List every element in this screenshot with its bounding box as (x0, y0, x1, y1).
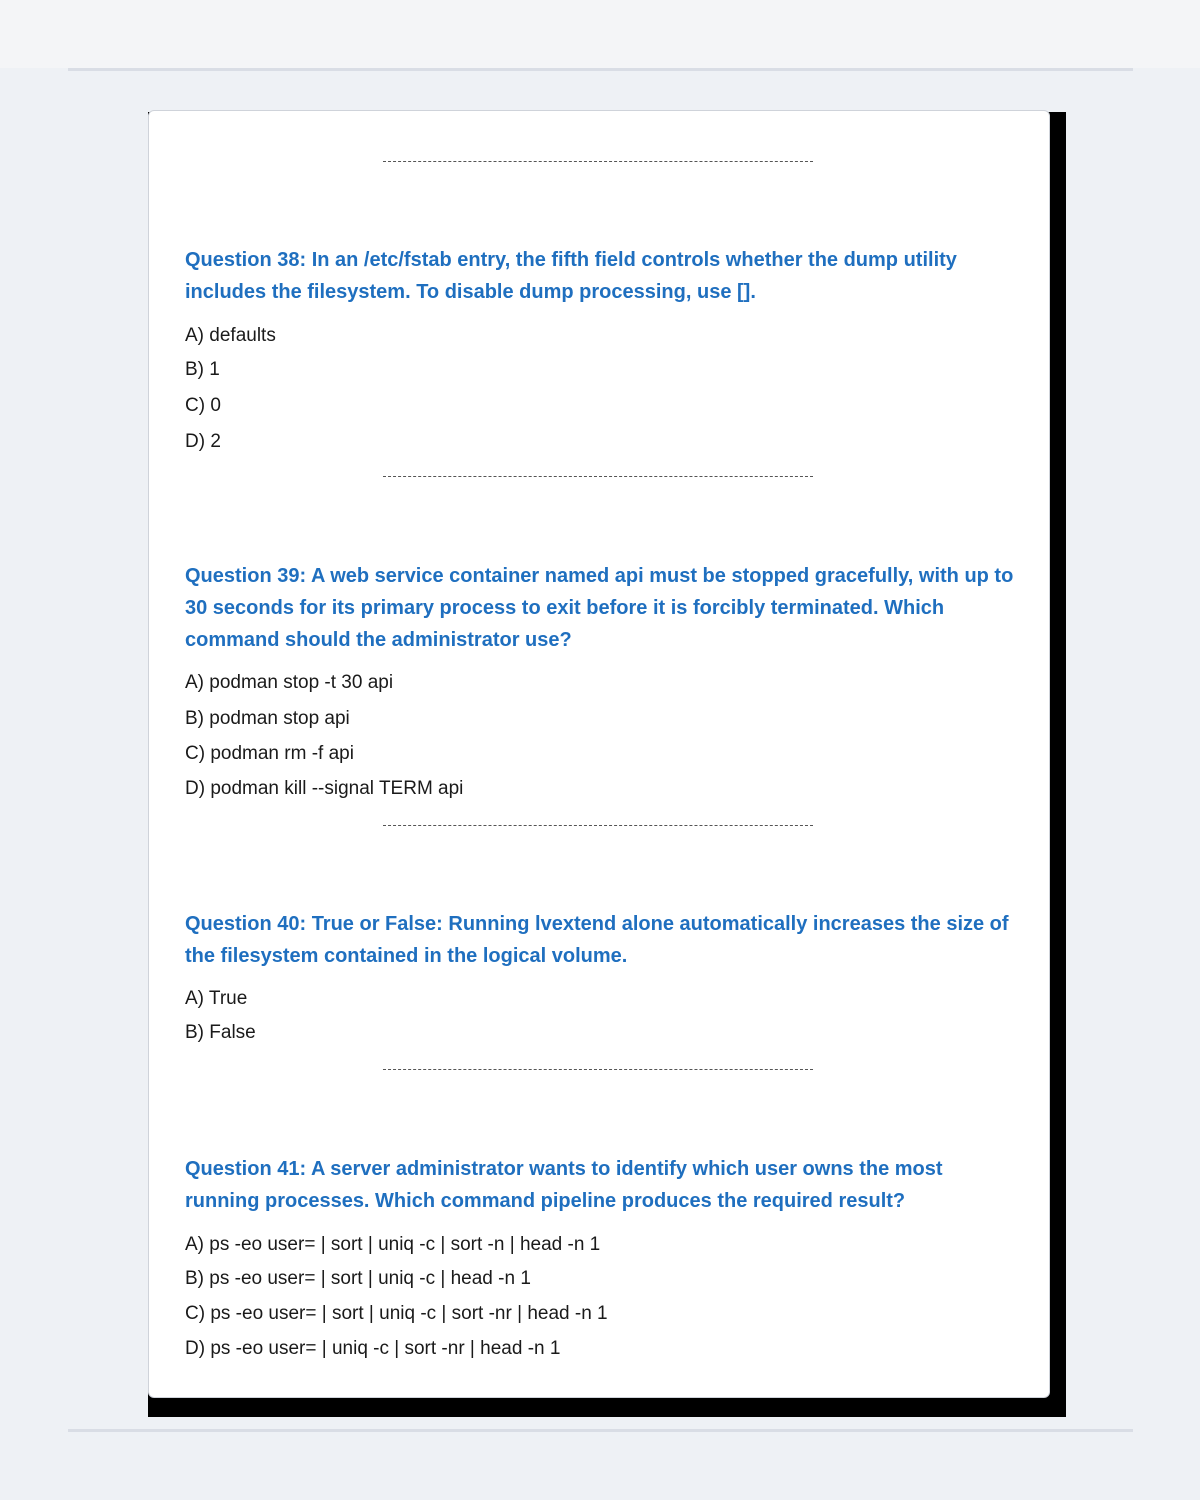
bottom-divider (68, 1429, 1133, 1432)
question-39-option-b: B) podman stop api (185, 708, 350, 729)
top-divider (68, 68, 1133, 71)
question-41-option-d: D) ps -eo user= | uniq -c | sort -nr | head -n 1 (185, 1338, 561, 1359)
question-39-option-d: D) podman kill --signal TERM api (185, 778, 464, 799)
question-40-option-b: B) False (185, 1022, 256, 1043)
question-38-option-b: B) 1 (185, 359, 220, 380)
separator-line (383, 476, 813, 477)
question-38-option-d: D) 2 (185, 431, 221, 452)
question-40-option-a: A) True (185, 988, 248, 1009)
question-41-option-a: A) ps -eo user= | sort | uniq -c | sort -n | head -n 1 (185, 1234, 601, 1255)
question-41-option-b: B) ps -eo user= | sort | uniq -c | head -n 1 (185, 1268, 531, 1289)
question-38-text: Question 38: In an /etc/fstab entry, the fifth field controls whether the dump utility includes the filesystem. To disable dump processing, use []. (185, 249, 957, 303)
question-38-option-a: A) defaults (185, 325, 276, 346)
question-41-text: Question 41: A server administrator wants to identify which user owns the most running processes. Which command pipeline produces the required result? (185, 1158, 943, 1212)
question-39-text: Question 39: A web service container named api must be stopped gracefully, with up to 30 seconds for its primary process to exit before it is forcibly terminated. Which command should the administrator use? (185, 565, 1014, 651)
question-38-option-c: C) 0 (185, 395, 221, 416)
question-40-text: Question 40: True or False: Running lvextend alone automatically increases the size of the filesystem contained in the logical volume. (185, 913, 1009, 967)
question-39-option-a: A) podman stop -t 30 api (185, 672, 394, 693)
question-39-option-c: C) podman rm -f api (185, 743, 354, 764)
question-41-option-c: C) ps -eo user= | sort | uniq -c | sort -nr | head -n 1 (185, 1303, 608, 1324)
viewer-top-strip (0, 0, 1200, 68)
separator-line (383, 825, 813, 826)
separator-line (383, 161, 813, 162)
separator-line (383, 1069, 813, 1070)
